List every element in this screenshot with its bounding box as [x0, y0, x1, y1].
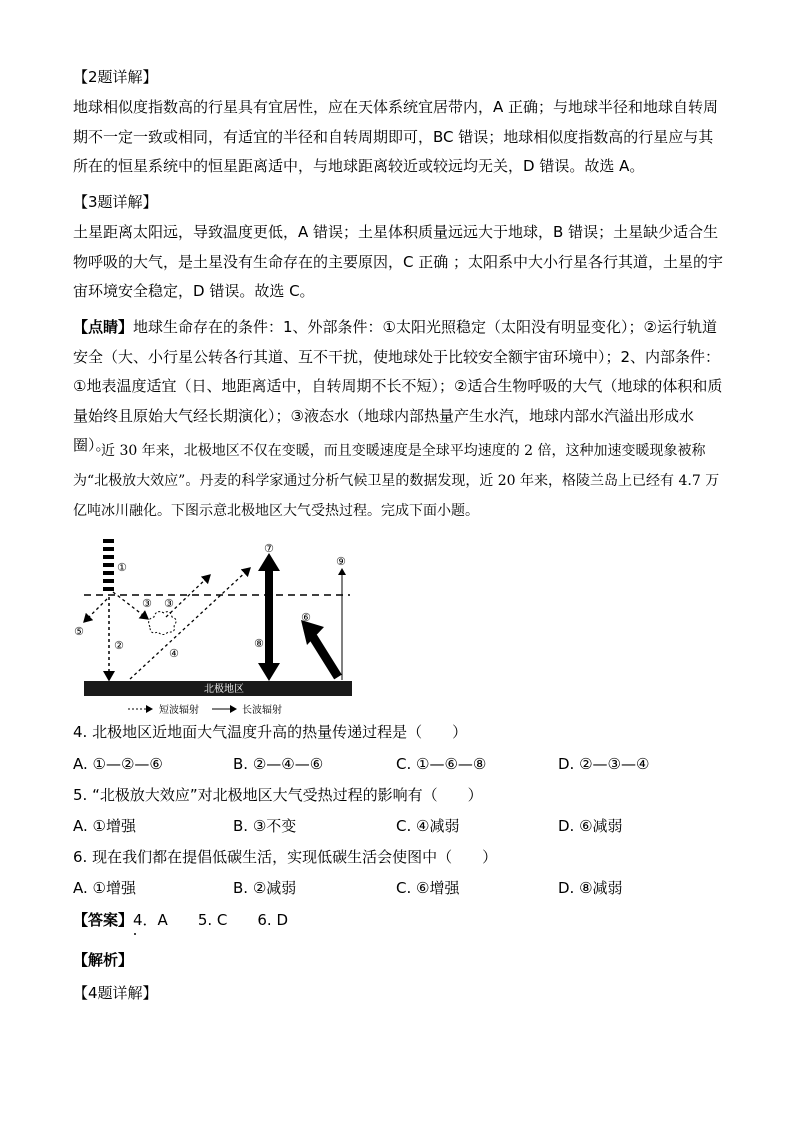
arrow-7-ground-radiation-up — [258, 553, 280, 627]
arrow-5-reflection — [84, 599, 107, 622]
paragraph-q2: 地球相似度指数高的行星具有宜居性，应在天体系统宜居带内，A 正确；与地球半径和地球自转周期不一定一致或相同，有适宜的半径和自转周期即可，BC 错误；地球相似度指数高的行星应与其所在的恒星系统中的恒星距离适中，与地球距离较近或较远均无关，D 错误。故选 A。 — [73, 98, 719, 175]
label-8: ⑧ — [254, 637, 264, 650]
ground-label: 北极地区 — [204, 684, 244, 695]
legend-short-wave-label: 短波辐射 — [159, 705, 199, 716]
label-2: ② — [114, 639, 124, 652]
answer-text: 4．A 5. C 6. D — [133, 911, 289, 929]
label-3b: ③ — [164, 597, 174, 610]
arrow-6-ground-to-atmosphere — [301, 620, 338, 677]
key-point-label: 【点睛】 — [73, 318, 134, 336]
heading-q3: 【3题详解】 — [73, 193, 158, 211]
q4-option-c: C. ①—⑥—⑧ — [396, 755, 487, 773]
paragraph-q3: 土星距离太阳远，导致温度更低，A 错误；土星体积质量远远大于地球，B 错误；土星缺少适合生物呼吸的大气，是土星没有生命存在的主要原因，C 正确 ；太阳系中大小行星各行其道，土星的宇宙环境安全稳定，D 错误。故选 C。 — [73, 223, 724, 300]
q5-option-c: C. ④减弱 — [396, 817, 460, 835]
arctic-heating-diagram — [70, 535, 360, 720]
arrow-4-ground-reflection — [130, 568, 250, 679]
q6-option-b: B. ②减弱 — [233, 879, 297, 897]
label-9: ⑨ — [336, 555, 346, 568]
q4-option-d: D. ②—③—④ — [558, 755, 650, 773]
arrow-3-cloud-reflection — [166, 575, 210, 617]
arrow-1-solar-radiation — [103, 539, 114, 591]
stray-dot — [134, 933, 136, 935]
label-3a: ③ — [142, 597, 152, 610]
answer-line — [73, 910, 288, 930]
q6-option-a: A. ①增强 — [73, 879, 136, 897]
question-4-stem: 4. 北极地区近地面大气温度升高的热量传递过程是（ ） — [73, 723, 468, 741]
label-1: ① — [117, 561, 127, 574]
heading-q2: 【2题详解】 — [73, 68, 158, 86]
label-6: ⑥ — [301, 611, 311, 624]
arrow-8-atmospheric-counter-radiation — [258, 627, 280, 681]
analysis-heading: 【解析】 — [73, 951, 134, 969]
answer-label: 【答案】 — [73, 911, 134, 929]
question-5-stem: 5. “北极放大效应”对北极地区大气受热过程的影响有（ ） — [73, 786, 483, 804]
cloud-shape — [149, 612, 176, 635]
q5-option-d: D. ⑥减弱 — [558, 817, 623, 835]
key-point-text: 地球生命存在的条件：1、外部条件：①太阳光照稳定（太阳没有明显变化）；②运行轨道安全（大、小行星公转各行其道、互不干扰，使地球处于比较安全额宇宙环境中）；2、内部条件：①地表温度适宜（日、地距离适中，自转周期不长不短）；②适合生物呼吸的大气（地球的体积和质量始终且原始大气经长期演化）；③液态水（地球内部热量产生水汽，地球内部水汽溢出形成水圈）。 — [73, 318, 723, 454]
intro-paragraph: 近 30 年来，北极地区不仅在变暖，而且变暖速度是全球平均速度的 2 倍，这种加速变暖现象被称为“北极放大效应”。丹麦的科学家通过分析气候卫星的数据发现，近 20 年来，格陵兰岛上已经有 4.7 万亿吨冰川融化。下图示意北极地区大气受热过程。完成下面小题。 — [73, 443, 720, 519]
heading-q4: 【4题详解】 — [73, 984, 158, 1002]
label-5: ⑤ — [74, 625, 84, 638]
question-6-stem: 6. 现在我们都在提倡低碳生活，实现低碳生活会使图中（ ） — [73, 848, 498, 866]
label-4: ④ — [169, 647, 179, 660]
q6-option-c: C. ⑥增强 — [396, 879, 460, 897]
q4-option-b: B. ②—④—⑥ — [233, 755, 324, 773]
label-7: ⑦ — [264, 542, 274, 555]
q6-option-d: D. ⑧减弱 — [558, 879, 623, 897]
q5-option-a: A. ①增强 — [73, 817, 136, 835]
legend-long-wave-label: 长波辐射 — [242, 705, 282, 716]
q5-option-b: B. ③不变 — [233, 817, 297, 835]
q4-option-a: A. ①—②—⑥ — [73, 755, 163, 773]
